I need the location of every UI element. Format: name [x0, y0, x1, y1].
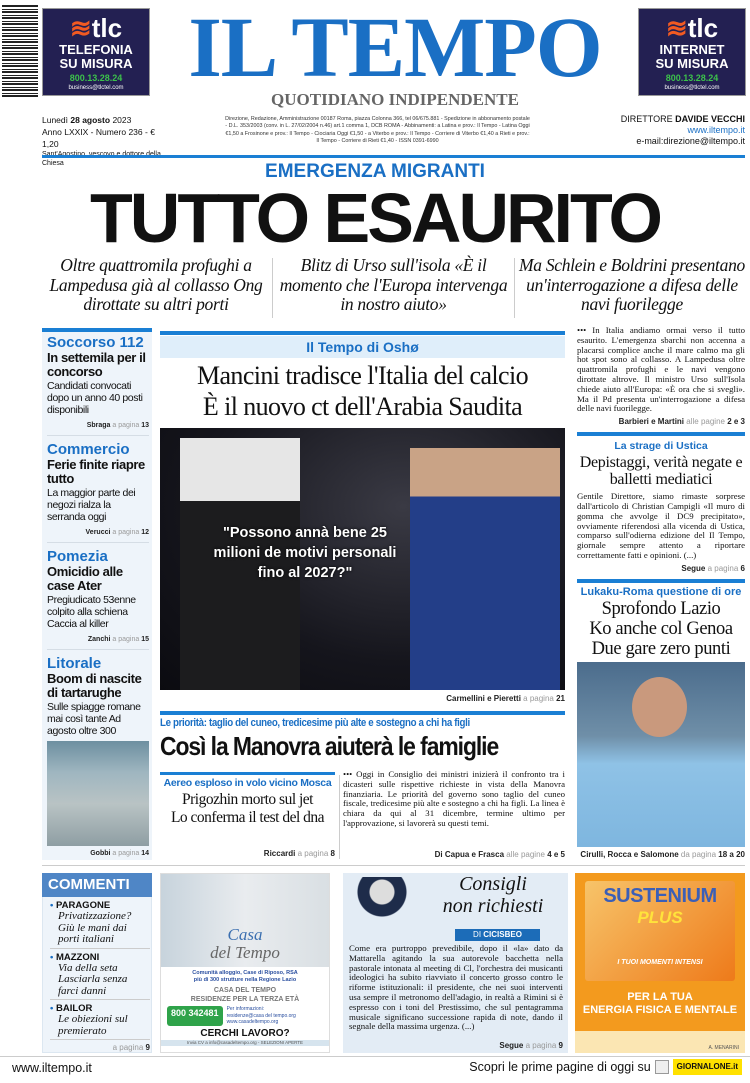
- ad-line: ENERGIA FISICA E MENTALE: [582, 1004, 738, 1016]
- barcode: [2, 5, 38, 97]
- lead-sub-1: Oltre quattromila profughi a Lampedusa già al collasso Ong dirottate su altri porti: [49, 255, 263, 314]
- headline-line: Sprofondo Lazio: [601, 598, 721, 619]
- page-label: alle pagine: [686, 417, 725, 427]
- prigozhin-article[interactable]: [160, 777, 335, 859]
- right-column: [577, 326, 745, 860]
- commento-title: Le obiezioni sul premierato: [58, 1013, 128, 1037]
- article-kicker: La strage di Ustica: [614, 440, 708, 453]
- bullet-icon: •: [50, 900, 54, 911]
- headline-line: Prigozhin morto sul jet: [181, 791, 313, 808]
- ad-tlc-internet[interactable]: [638, 8, 746, 96]
- left-item-soccorso[interactable]: [47, 334, 149, 436]
- divider: [577, 432, 745, 436]
- lead-sub-3: Ma Schlein e Boldrini presentano un'interrogazione a difesa delle navi fuorilegge: [519, 255, 745, 314]
- left-item-commercio[interactable]: [47, 441, 149, 543]
- headline-line: Due gare zero punti: [591, 638, 731, 659]
- left-item-pomezia[interactable]: [47, 548, 149, 650]
- item-headline: In settemila per il concorso: [47, 350, 146, 379]
- headline-line: Ko anche col Genoa: [589, 618, 733, 639]
- headline-line: Lo conferma il test del dna: [170, 809, 325, 826]
- headline-line: Mancini tradisce l'Italia del calcio: [196, 361, 529, 390]
- item-kicker: Soccorso 112: [47, 334, 144, 351]
- ad-sustenium[interactable]: [575, 873, 745, 1053]
- item-kicker: Commercio: [47, 441, 130, 458]
- ad-info-label: Per informazioni:: [226, 1006, 265, 1012]
- ad-line: SU MISURA: [59, 56, 133, 71]
- ad-phone: 800.13.28.24: [665, 73, 719, 83]
- ad-email: residenze@casa del tempo.org: [226, 1012, 296, 1019]
- ad-brand: tlc: [91, 13, 123, 43]
- item-summary: La maggior parte dei negozi rialza la serranda oggi: [47, 487, 136, 523]
- ad-phone: 800.13.28.24: [69, 73, 123, 83]
- section-label: Il Tempo di Oshø: [160, 336, 565, 358]
- divider: [42, 865, 745, 866]
- issue-info: [42, 114, 172, 168]
- player-head: [632, 677, 687, 737]
- ad-tlc-telefonia[interactable]: [42, 8, 150, 96]
- footer-promo[interactable]: [469, 1059, 742, 1075]
- ad-title: RESIDENZE PER LA TERZA ETÀ: [190, 996, 300, 1003]
- page-number: 8: [330, 849, 335, 858]
- item-headline: Boom di nascite di tartarughe: [47, 671, 142, 700]
- ad-maker: A. MENARINI: [575, 1031, 745, 1053]
- ad-email: business@tlctel.com: [664, 85, 720, 91]
- page-label: a pagina: [707, 563, 739, 573]
- ad-line: TELEFONIA: [59, 42, 133, 57]
- page-number: 21: [556, 694, 565, 703]
- lead-body: ••• In Italia andiamo ormai verso il tutto esaurito. L'emergenza sbarchi non accenna a placarsi complice anche il mare calmo ma gli hot spot sono al collasso. A Lampedusa oltre quattromila profughi e le navi vengono dirottate altrove. Il ministro Urso sull'Isola chiede aiuto all'Europa: «È ora che si svegli». Ma il Pd presenta un'interrogazione a difesa delle navi fuorilegge.: [577, 325, 745, 414]
- item-kicker: Litorale: [47, 655, 102, 672]
- bullet-icon: •: [50, 951, 54, 963]
- date-year: 2023: [112, 115, 132, 125]
- page-label: a pagina: [112, 850, 140, 857]
- page-number: 6: [740, 563, 745, 573]
- ad-footer: Invia CV a info@casadeltempo.org - SELEZIONI APERTE: [161, 1040, 329, 1046]
- byline: Cirulli, Rocca e Salomone: [580, 850, 679, 859]
- item-summary: Pregiudicato 53enne colpito alla schiena Caccia al killer: [47, 594, 136, 630]
- ad-slogan: I TUOI MOMENTI INTENSI: [617, 959, 703, 966]
- page-number: 13: [141, 422, 149, 429]
- article-kicker: Aereo esploso in volo vicino Mosca: [163, 777, 332, 789]
- lazio-article[interactable]: [577, 586, 745, 659]
- turtles-photo: [47, 741, 149, 846]
- ad-phone: 800 342481: [167, 1006, 223, 1026]
- director-name: DAVIDE VECCHI: [675, 114, 745, 124]
- ustica-article[interactable]: [577, 440, 745, 488]
- commento-title: Privatizzazione? Giù le mani dai porti italiani: [58, 910, 132, 945]
- commento-item[interactable]: [50, 952, 150, 1001]
- email-link[interactable]: e-mail:direzione@iltempo.it: [636, 136, 745, 146]
- promo-text: Scopri le prime pagine di oggi su: [469, 1059, 651, 1074]
- commento-item[interactable]: [50, 900, 150, 949]
- page-label: a pagina: [525, 1041, 557, 1050]
- mancini-photo: [160, 428, 565, 690]
- byline: Segue: [681, 563, 706, 573]
- byline: Gobbi: [90, 850, 111, 857]
- ad-casa-del-tempo[interactable]: [160, 873, 330, 1053]
- page-label: a pagina: [112, 636, 140, 643]
- ad-photo: [161, 874, 329, 967]
- ad-title: CASA DEL TEMPO: [213, 987, 277, 994]
- page-label: a pagina: [112, 422, 140, 429]
- page-number: 9: [558, 1041, 563, 1050]
- mancini-headline[interactable]: [160, 360, 565, 422]
- divider: [42, 328, 152, 332]
- ad-line: più di 300 strutture nella Regione Lazio: [193, 977, 297, 983]
- article-headline: Depistaggi, verità negate e balletti mediatici: [579, 454, 743, 489]
- photo-quote: "Possono annà bene 25 milioni de motivi personali fino al 2027?": [213, 525, 397, 581]
- tlc-logo-icon: ≋: [665, 13, 688, 43]
- issue-number: Anno LXXIX - Numero 236 - € 1,20: [42, 127, 155, 149]
- manovra-headline[interactable]: Così la Manovra aiuterà le famiglie: [160, 731, 499, 761]
- page-number: 12: [141, 529, 149, 536]
- commento-author: PARAGONE: [55, 900, 111, 911]
- commenti-title: COMMENTI: [42, 873, 152, 897]
- page-label: alle pagine: [506, 850, 545, 859]
- masthead-title: IL TEMPO: [188, 0, 602, 95]
- commento-author: BAILOR: [55, 1003, 93, 1014]
- divider: [160, 772, 335, 775]
- column-body: Come era purtroppo prevedibile, dopo il «la» dato da Mattarella agitando la sua autorevole bacchetta nella pastorale intonata al meeting di Cl, l'orchestra dei musicanti ideologici ha subito riavviato il concerto grosso contro le riforme istituzionali: il presidente, che nei suoi interventi usa sempre il metronomo dell'adagio, in realtà a Rimini si è espresso con i toni del Prestissimo, che sul pentagramma musicale significano successione rapida di note, dando il segnale della massima urgenza. (...): [349, 943, 563, 1032]
- left-column-content: [47, 334, 149, 858]
- figure-right: [410, 448, 560, 690]
- divider: [339, 775, 340, 859]
- headline-line: È il nuovo ct dell'Arabia Saudita: [202, 392, 523, 421]
- newspaper-icon: [655, 1060, 669, 1074]
- giornalone-logo: GIORNALONE.it: [673, 1059, 742, 1075]
- divider: [514, 258, 515, 318]
- masthead-subtitle: QUOTIDIANO INDIPENDENTE: [271, 90, 519, 109]
- tlc-logo-icon: ≋: [69, 13, 92, 43]
- ustica-body: Gentile Direttore, siamo rimaste sorprese dall'articolo di Christian Campigli «Il muro di gomma che avvolge il DC9 precipitato», ovviamente riferendosi alla vicenda di Ustica, comparso sull'odierna edizione del Il Tempo, giornale sempre attento a riportare correttamente fatti e opinioni. (...): [577, 491, 745, 560]
- lead-kicker: EMERGENZA MIGRANTI: [265, 161, 485, 182]
- ad-line: PER LA TUA: [627, 991, 693, 1003]
- page-label: a pagina: [112, 529, 140, 536]
- bullet-icon: •: [50, 1003, 54, 1014]
- ad-email: business@tlctel.com: [68, 85, 124, 91]
- lazio-photo: [577, 662, 745, 847]
- ad-brand: SUSTENIUM: [603, 885, 717, 907]
- divider: [0, 1056, 750, 1057]
- page-number: 15: [141, 636, 149, 643]
- divider: [42, 155, 745, 158]
- byline: Segue: [499, 1041, 524, 1050]
- left-item-litorale[interactable]: [47, 655, 149, 858]
- director-label: DIRETTORE: [620, 114, 673, 124]
- divider: [160, 711, 565, 715]
- date-weekday: Lunedì: [42, 115, 68, 125]
- column-author: CICISBEO: [483, 930, 522, 939]
- item-kicker: Pomezia: [47, 548, 108, 565]
- commento-title: Via della seta Lasciarla senza farci danni: [58, 961, 128, 997]
- byline: Sbraga: [86, 422, 111, 429]
- footer-website[interactable]: www.iltempo.it: [12, 1061, 92, 1075]
- byline: Barbieri e Martini: [618, 417, 685, 427]
- page-label: a pagina: [112, 1043, 144, 1052]
- date: 28 agosto: [70, 115, 111, 125]
- ad-brand: PLUS: [637, 908, 683, 927]
- page-number: 18 a 20: [718, 850, 745, 859]
- item-summary: Candidati convocati dopo un anno 40 posti disponibili: [47, 380, 143, 416]
- manovra-kicker: Le priorità: taglio del cuneo, tredicesime più alte e sostegno a chi ha figli: [160, 717, 470, 729]
- divider: [160, 331, 565, 335]
- editorial-info: Direzione, Redazione, Amministrazione 00187 Roma, piazza Colonna 366, tel 06/675.881 - Spedizione in abbonamento postale - D.L. 353/2003 (conv. in L. 27/02/2004 n.46) art.1 comma 1, DCB ROMA - Abbinamenti: a Latina e prov.: Il Tempo - Latina Oggi €1,50 a Frosinone e prov.: Il Tempo - Ciociaria Oggi €1,50 - a Viterbo e prov.: Il Tempo - Corriere di Viterbo €1,40 a Rieti e prov.: Il Tempo - Corriere di Rieti €1,40 - ISSN 0391-6990: [225, 116, 530, 145]
- byline: Carmellini e Pieretti: [446, 694, 521, 703]
- column-title: non richiesti: [442, 895, 544, 917]
- item-summary: Sulle spiagge romane mai così tante Ad agosto oltre 300: [47, 701, 141, 737]
- column-title: Consigli: [459, 873, 527, 895]
- manovra-body: ••• Oggi in Consiglio dei ministri inizierà il confronto tra i dicasteri sulle rispettive richieste in vista della Manovra finanziaria. Le priorità del governo sono taglio del cuneo fiscale, tredicesime più alte e sostegno a chi ha figli. La linea è chiara da qui al 31 dicembre, termine ultimo per l'approvazione, si lavorerà su questi temi.: [343, 769, 565, 828]
- byline: Riccardi: [263, 849, 296, 858]
- commento-author: MAZZONI: [55, 951, 100, 963]
- byline: Zanchi: [87, 636, 111, 643]
- item-headline: Omicidio alle case Ater: [47, 564, 123, 593]
- page-label: da pagina: [680, 850, 717, 859]
- page-number: 4 e 5: [547, 850, 565, 859]
- director-info: [570, 114, 745, 147]
- saint-of-day: Chiesa: [42, 160, 64, 167]
- article-kicker: Lukaku-Roma questione di ore: [580, 585, 742, 598]
- ad-brand: Casa: [227, 925, 263, 944]
- cicisbeo-figure: [347, 877, 417, 927]
- lead-sub-2: Blitz di Urso sull'isola «È il momento che l'Europa intervenga in nostro aiuto»: [279, 255, 508, 314]
- page-label: a pagina: [523, 694, 554, 703]
- ad-brand: del Tempo: [210, 943, 280, 962]
- by-label: DI: [473, 930, 482, 939]
- item-headline: Ferie finite riapre tutto: [47, 457, 145, 486]
- byline: Verucci: [85, 529, 111, 536]
- ad-line: Comunità alloggio, Case di Riposo, RSA: [192, 970, 298, 976]
- ad-web: www.casadeltempo.org: [226, 1019, 279, 1025]
- commento-item[interactable]: [50, 1003, 150, 1040]
- product-box: [585, 881, 735, 981]
- ad-line: INTERNET: [659, 42, 725, 57]
- page-number: 9: [145, 1043, 150, 1052]
- commenti-list: [50, 900, 150, 1053]
- website-link[interactable]: www.iltempo.it: [687, 125, 745, 135]
- ad-line: SU MISURA: [655, 56, 729, 71]
- ad-brand: tlc: [687, 13, 719, 43]
- manovra-article: [343, 770, 565, 860]
- lead-headline[interactable]: TUTTO ESAURITO: [90, 179, 660, 257]
- divider: [577, 579, 745, 583]
- divider: [272, 258, 273, 318]
- page-number: 2 e 3: [727, 417, 745, 427]
- page-label: a pagina: [297, 849, 329, 858]
- ad-cta: CERCHI LAVORO?: [200, 1027, 290, 1039]
- consigli-box[interactable]: [343, 873, 568, 1053]
- byline: Di Capua e Frasca: [434, 850, 505, 859]
- page-number: 14: [141, 850, 149, 857]
